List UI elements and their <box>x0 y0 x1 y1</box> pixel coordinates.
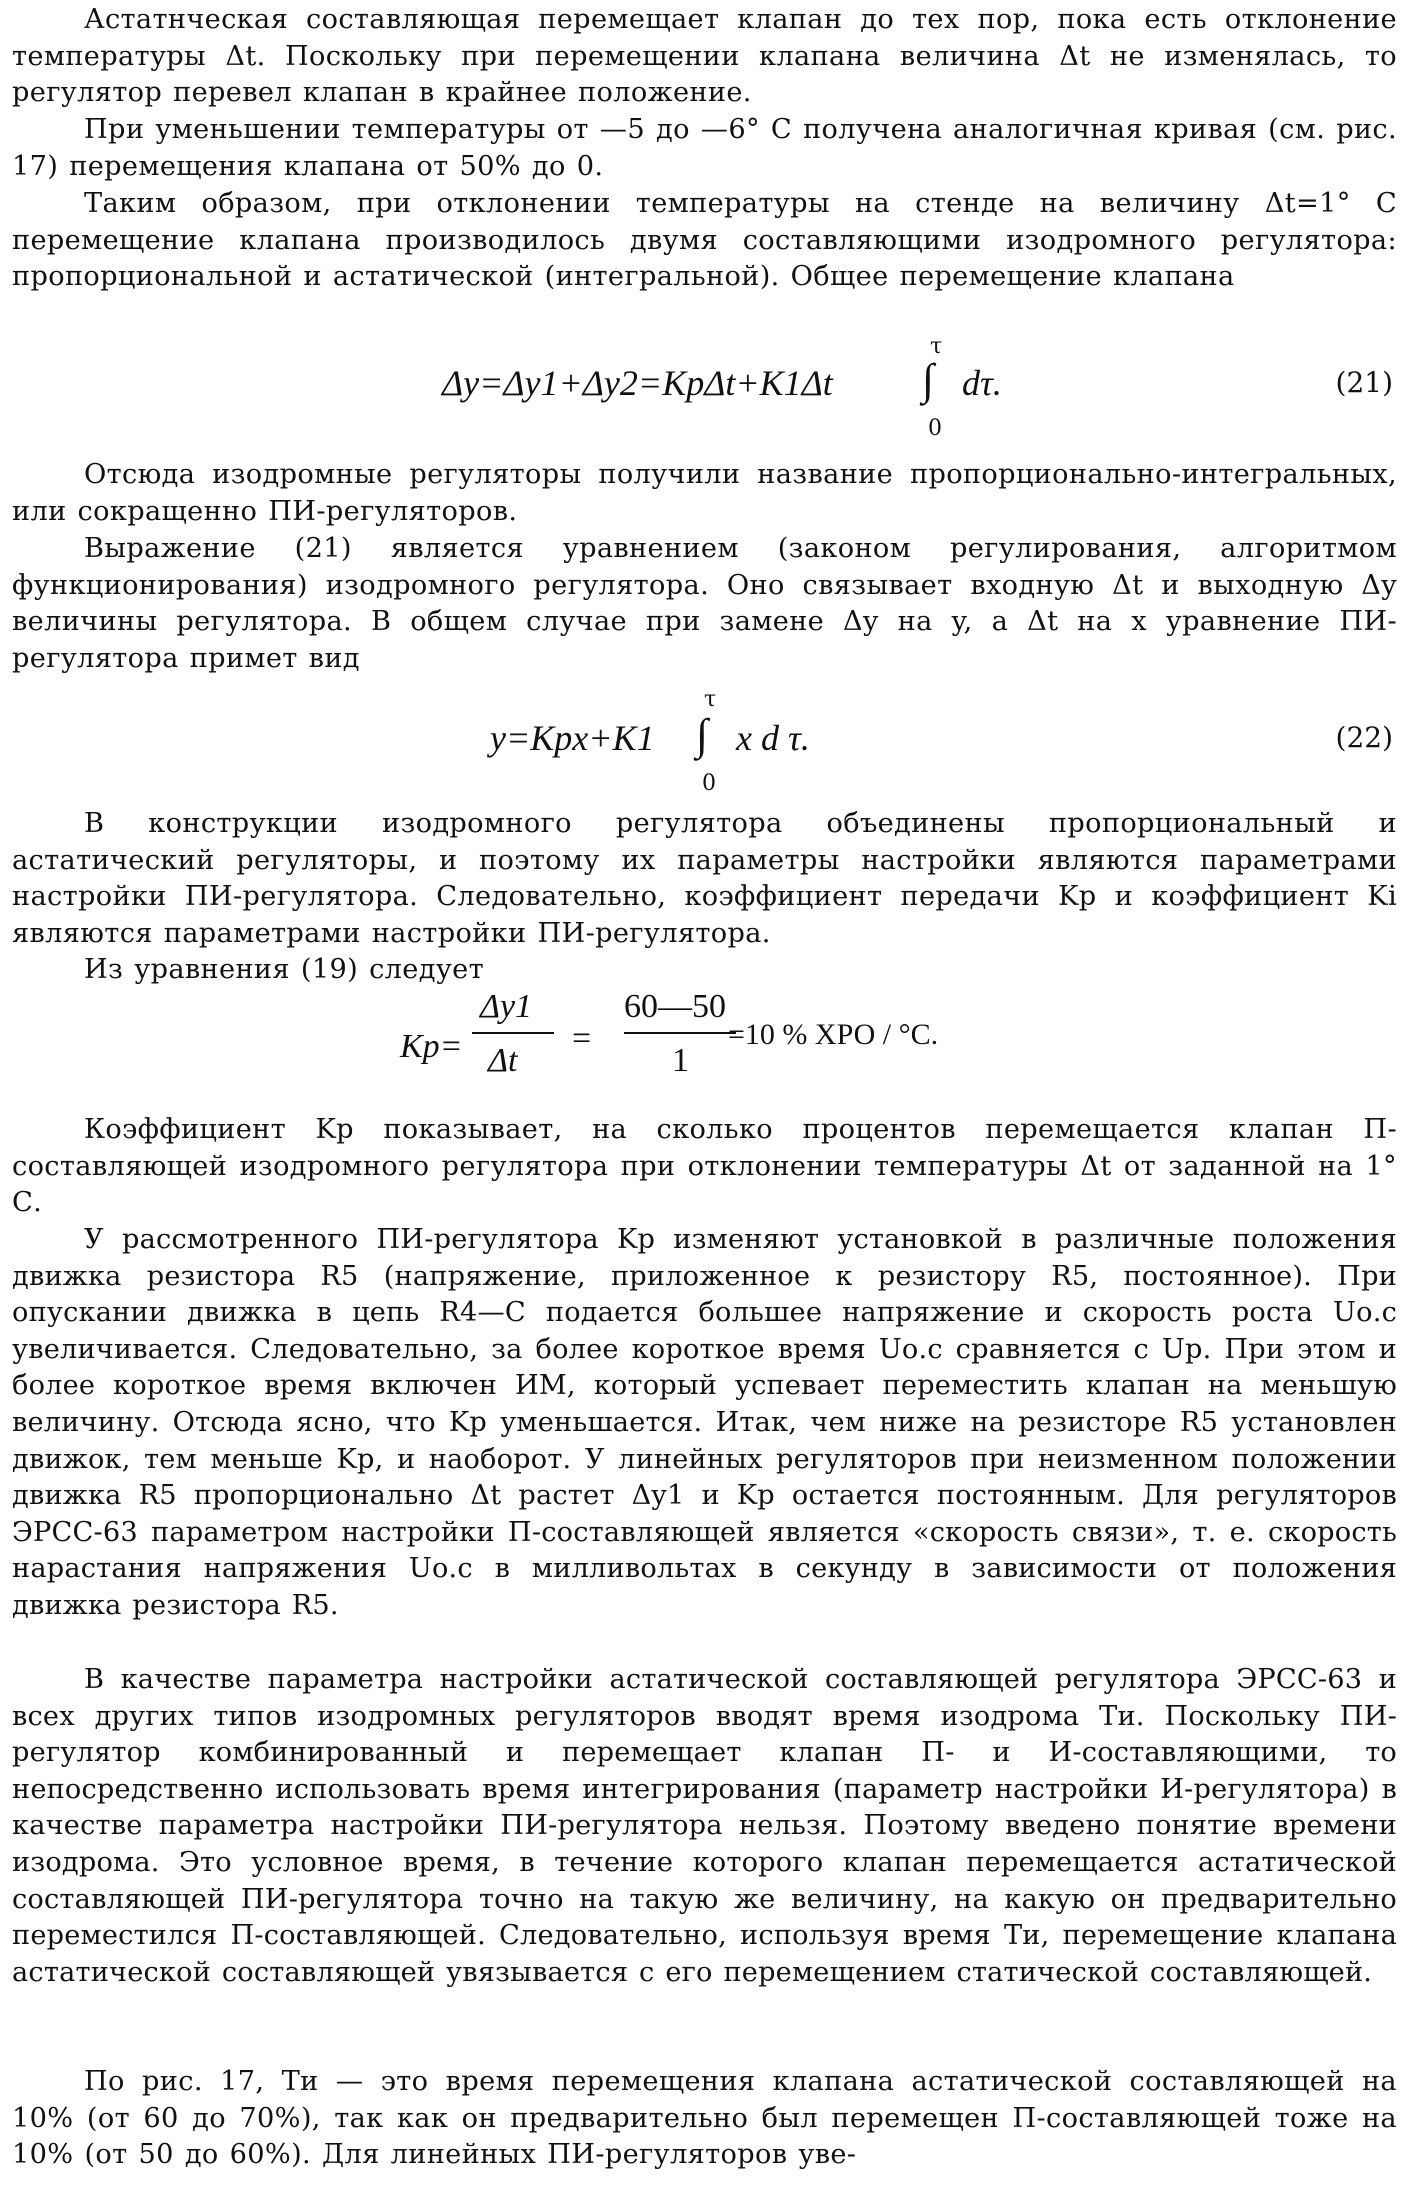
formula-kp-bar1 <box>472 1032 554 1034</box>
formula-21 <box>12 332 1397 447</box>
paragraph-isodrome-time: В качестве параметра настройки астатической составляющей регулятора ЭРСС-63 и всех других типов изодромных регуляторов вводят время изодрома Tи. Поскольку ПИ-регулятор комбинированный и перемещает клапан П- и И-составляющими, то непосредственно использовать время интегрирования (параметр настройки И-регулятора) в качестве параметра настройки ПИ-регулятора нельзя. Поэтому введено понятие времени изодрома. Это условное время, в течение которого клапан перемещается астатической составляющей ПИ-регулятора точно на такую же величину, на какую он предварительно переместился П-составляющей. Следовательно, используя время Tи, перемещение клапана астатической составляющей увязывается с его перемещением статической составляющей. <box>12 1664 1397 1988</box>
formula-21-expr: Δy=Δy1+Δy2=KрΔt+K1Δt <box>442 363 833 403</box>
paragraph-from-equation: Из уравнения (19) следует <box>84 954 484 985</box>
formula-kp-den2: 1 <box>672 1042 689 1079</box>
paragraph-regulator-kp: У рассмотренного ПИ-регулятора Kр изменяют установкой в различные положения движка резистора R5 (напряжение, приложенное к резистору R5, постоянное). При опускании движка в цепь R4—C подается большее напряжение и скорость роста Uо.с увеличивается. Следовательно, за более короткое время Uо.с сравняется с Uр. При этом и более короткое время включен ИМ, который успевает переместить клапан на меньшую величину. Отсюда ясно, что Kр уменьшается. Итак, чем ниже на резисторе R5 установлен движок, тем меньше Kр, и наоборот. У линейных регуляторов при неизменном положении движка R5 пропорционально Δt растет Δy1 и Kр остается постоянным. Для регуляторов ЭРСС-63 параметром настройки П-составляющей является «скорость связи», т. е. скорость нарастания напряжения Uо.с в милливольтах в секунду в зависимости от положения движка резистора R5. <box>12 1224 1397 1621</box>
formula-kp-eq: = <box>572 1020 592 1057</box>
formula-21-number: (21) <box>1335 366 1393 399</box>
formula-kp-lhs: Kр= <box>400 1028 463 1065</box>
paragraph-expression: Выражение (21) является уравнением (законом регулирования, алгоритмом функционирования) изодромного регулятора. Оно связывает входную Δt и выходную Δy величины регулятора. В общем случае при замене Δy на y, а Δt на x уравнение ПИ-регулятора примет вид <box>12 533 1397 674</box>
formula-22-integral: ∫ <box>696 710 709 759</box>
formula-21-upper: τ <box>930 334 943 359</box>
formula-22-expr: y=Kрx+K1 <box>490 718 655 758</box>
formula-22 <box>12 677 1397 802</box>
formula-kp-num2: 60—50 <box>624 988 726 1025</box>
formula-22-integrand: x d τ. <box>736 718 810 758</box>
paragraph-astatic: Астатнческая составляющая перемещает клапан до тех пор, пока есть отклонение температуры Δt. Поскольку при перемещении клапана величина Δt не изменялась, то регулятор перевел клапан в крайнее положение. <box>12 4 1397 109</box>
paragraph-thus: Таким образом, при отклонении температуры на стенде на величину Δt=1° С перемещение клапана производилось двумя составляющими изодромного регулятора: пропорциональной и астатической (интегральной). Общее перемещение клапана <box>12 188 1397 293</box>
paragraph-fig17: По рис. 17, Tи — это время перемещения клапана астатической составляющей на 10% (от 60 до 70%), так как он предварительно был перемещен П-составляющей тоже на 10% (от 50 до 60%). Для линейных ПИ-регуляторов уве- <box>12 2066 1397 2171</box>
paragraph-kp-meaning: Коэффициент Kр показывает, на сколько процентов перемещается клапан П-составляющей изодромного регулятора при отклонении температуры Δt от заданной на 1° С. <box>12 1114 1397 1219</box>
paragraph-decrease: При уменьшении температуры от —5 до —6° С получена аналогичная кривая (см. рис. 17) перемещения клапана от 50% до 0. <box>12 114 1397 182</box>
formula-kp-rhs: =10 % ХРО / °С. <box>728 1018 939 1051</box>
paragraph-construction: В конструкции изодромного регулятора объединены пропорциональный и астатический регуляторы, и поэтому их параметры настройки являются параметрами настройки ПИ-регулятора. Следовательно, коэффициент передачи Kр и коэффициент Kі являются параметрами настройки ПИ-регулятора. <box>12 808 1397 949</box>
formula-kp-bar2 <box>624 1032 736 1034</box>
formula-21-integral: ∫ <box>922 355 935 404</box>
formula-21-lower: 0 <box>928 416 942 441</box>
paragraph-hence: Отсюда изодромные регуляторы получили название пропорционально-интегральных, или сокращенно ПИ-регуляторов. <box>12 459 1397 527</box>
formula-kp <box>12 988 1397 1108</box>
formula-22-lower: 0 <box>702 771 716 796</box>
formula-22-number: (22) <box>1335 721 1393 754</box>
formula-22-upper: τ <box>704 687 717 712</box>
formula-21-integrand: dτ. <box>962 363 1002 403</box>
formula-kp-num1: Δy1 <box>480 988 533 1025</box>
formula-kp-den1: Δt <box>488 1042 518 1079</box>
